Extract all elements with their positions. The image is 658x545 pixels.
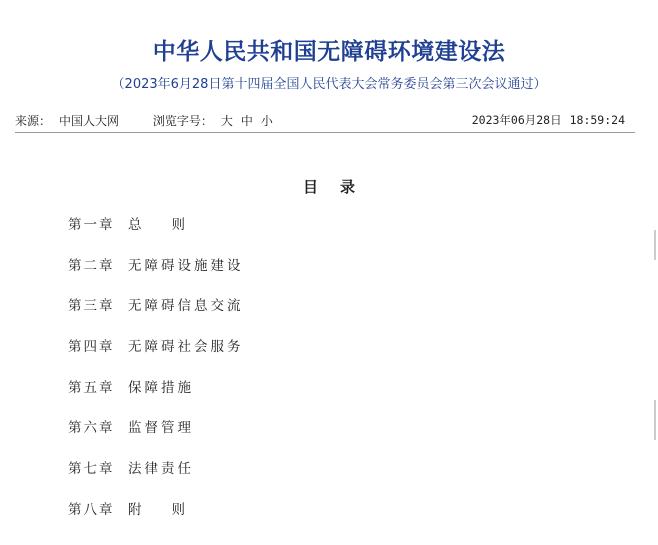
header-divider	[15, 132, 635, 133]
publish-time: 18:59:24	[569, 113, 625, 127]
toc-item-chapter-8[interactable]	[68, 499, 568, 540]
source-label: 来源：	[15, 114, 52, 128]
toc-chapter-number: 第四章	[68, 339, 115, 356]
article-meta-bar	[15, 110, 635, 132]
toc-chapter-title: 法律责任	[128, 461, 194, 478]
toc-list	[68, 214, 568, 540]
toc-chapter-number: 第五章	[68, 379, 115, 396]
toc-chapter-number: 第六章	[68, 420, 115, 437]
toc-item-chapter-1[interactable]	[68, 214, 568, 255]
law-subtitle: （2023年6月28日第十四届全国人民代表大会常务委员会第三次会议通过）	[111, 77, 547, 92]
toc-chapter-title: 无障碍设施建设	[128, 257, 244, 274]
toc-chapter-title: 保障措施	[128, 379, 194, 396]
toc-chapter-title: 无障碍社会服务	[128, 339, 244, 356]
toc-item-chapter-2[interactable]	[68, 255, 568, 296]
toc-chapter-number: 第三章	[68, 298, 115, 315]
fontsize-large-link[interactable]: 大	[220, 114, 233, 128]
toc-item-chapter-3[interactable]	[68, 295, 568, 336]
toc-chapter-number: 第一章	[68, 217, 115, 233]
fontsize-label: 浏览字号：	[152, 114, 213, 128]
toc-chapter-title: 附则	[128, 501, 215, 518]
fontsize-medium-link[interactable]: 中	[240, 114, 253, 128]
toc-item-chapter-7[interactable]	[68, 458, 568, 499]
source-value: 中国人大网	[59, 114, 120, 128]
toc-item-chapter-6[interactable]	[68, 417, 568, 458]
law-title: 中华人民共和国无障碍环境建设法	[152, 38, 506, 65]
toc-chapter-number: 第七章	[68, 461, 115, 478]
toc-chapter-number: 第八章	[68, 501, 115, 518]
toc-chapter-title: 无障碍信息交流	[128, 298, 244, 315]
toc-heading: 目录	[302, 178, 377, 196]
fontsize-small-link[interactable]: 小	[260, 114, 273, 128]
toc-item-chapter-4[interactable]	[68, 336, 568, 377]
toc-chapter-number: 第二章	[68, 257, 115, 274]
publish-datetime	[472, 112, 625, 128]
publish-date: 2023年06月28日	[471, 113, 562, 127]
toc-item-chapter-5[interactable]	[68, 377, 568, 418]
toc-chapter-title: 总则	[128, 217, 215, 233]
scrollbar-track-mark	[654, 230, 656, 260]
toc-chapter-title: 监督管理	[128, 420, 194, 437]
meta-left	[15, 112, 273, 129]
scrollbar-track-mark	[654, 400, 656, 440]
